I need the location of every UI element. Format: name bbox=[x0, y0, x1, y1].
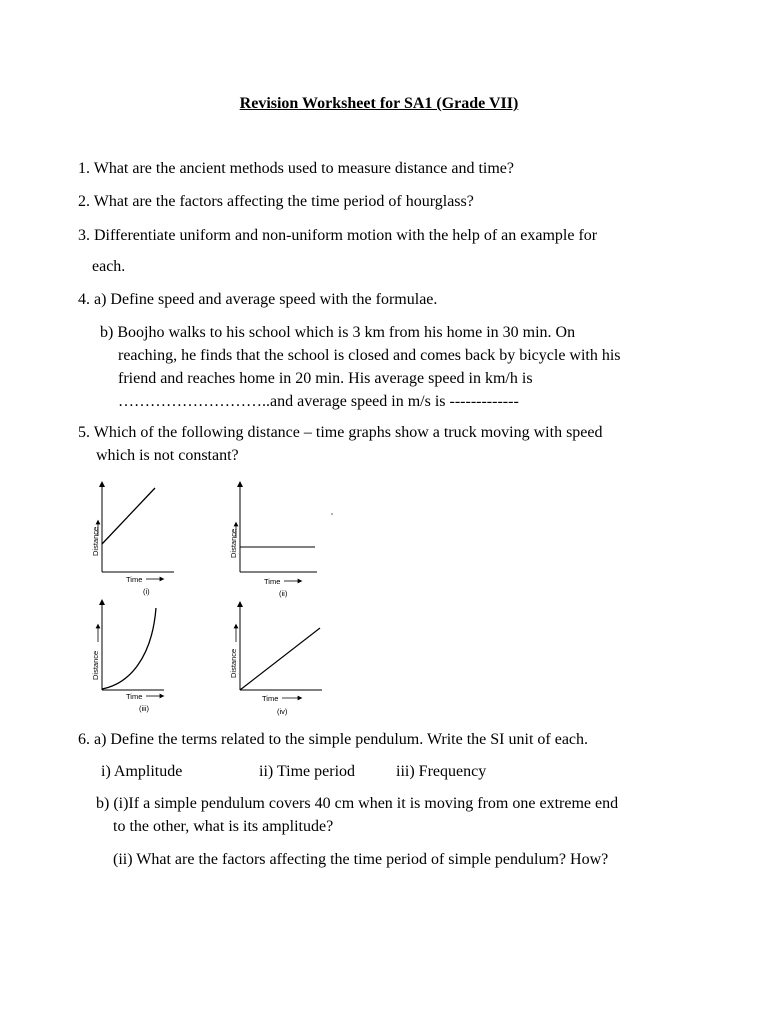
question-6b-ii: (ii) What are the factors affecting the time period of simple pendulum? How? bbox=[113, 851, 609, 868]
page-title: Revision Worksheet for SA1 (Grade VII) bbox=[239, 95, 519, 112]
question-6b-i-line1: b) (i)If a simple pendulum covers 40 cm when it is moving from one extreme end bbox=[96, 795, 619, 812]
question-3-line2: each. bbox=[92, 258, 126, 275]
y-axis-label: Distance bbox=[91, 526, 100, 556]
question-5-line2: which is not constant? bbox=[96, 447, 239, 464]
term-amplitude: i) Amplitude bbox=[101, 763, 183, 780]
question-4b-line1: b) Boojho walks to his school which is 3 km from his home in 30 min. On bbox=[100, 324, 576, 341]
question-2: 2. What are the factors affecting the time period of hourglass? bbox=[78, 193, 474, 210]
x-axis-label: Time bbox=[126, 692, 143, 701]
graph-label: (iv) bbox=[277, 707, 288, 716]
graph-ii bbox=[222, 478, 352, 598]
y-axis-label: Distance bbox=[91, 650, 100, 680]
term-time-period: ii) Time period bbox=[259, 763, 356, 780]
x-axis-label: Time bbox=[264, 577, 281, 586]
graph-iii bbox=[84, 598, 214, 718]
x-axis-label: Time bbox=[126, 575, 143, 584]
question-5-line1: 5. Which of the following distance – time graphs show a truck moving with speed bbox=[78, 424, 603, 441]
question-4a: 4. a) Define speed and average speed with the formulae. bbox=[78, 291, 438, 308]
question-6a: 6. a) Define the terms related to the simple pendulum. Write the SI unit of each. bbox=[78, 731, 589, 748]
question-1: 1. What are the ancient methods used to measure distance and time? bbox=[78, 160, 514, 177]
question-6b-i-line2: to the other, what is its amplitude? bbox=[113, 818, 334, 835]
graph-label: (iii) bbox=[139, 704, 149, 713]
term-frequency: iii) Frequency bbox=[396, 763, 487, 780]
graph-i bbox=[84, 478, 214, 598]
question-4b-line2: reaching, he finds that the school is closed and comes back by bicycle with his bbox=[118, 347, 621, 364]
graph-curve bbox=[102, 608, 156, 689]
question-3-line1: 3. Differentiate uniform and non-uniform motion with the help of an example for bbox=[78, 227, 598, 244]
x-axis-label: Time bbox=[262, 694, 279, 703]
graph-line bbox=[102, 488, 155, 544]
question-4b-line3: friend and reaches home in 20 min. His average speed in km/h is bbox=[118, 370, 533, 387]
graph-line bbox=[240, 628, 320, 690]
graph-label: (i) bbox=[143, 587, 150, 596]
graph-label: (ii) bbox=[279, 589, 288, 598]
y-axis-label: Distance bbox=[229, 648, 238, 678]
graph-iv bbox=[222, 598, 352, 718]
y-axis-label: Distance bbox=[229, 528, 238, 558]
question-4b-line4: ………………………..and average speed in m/s is ------------- bbox=[118, 393, 519, 410]
